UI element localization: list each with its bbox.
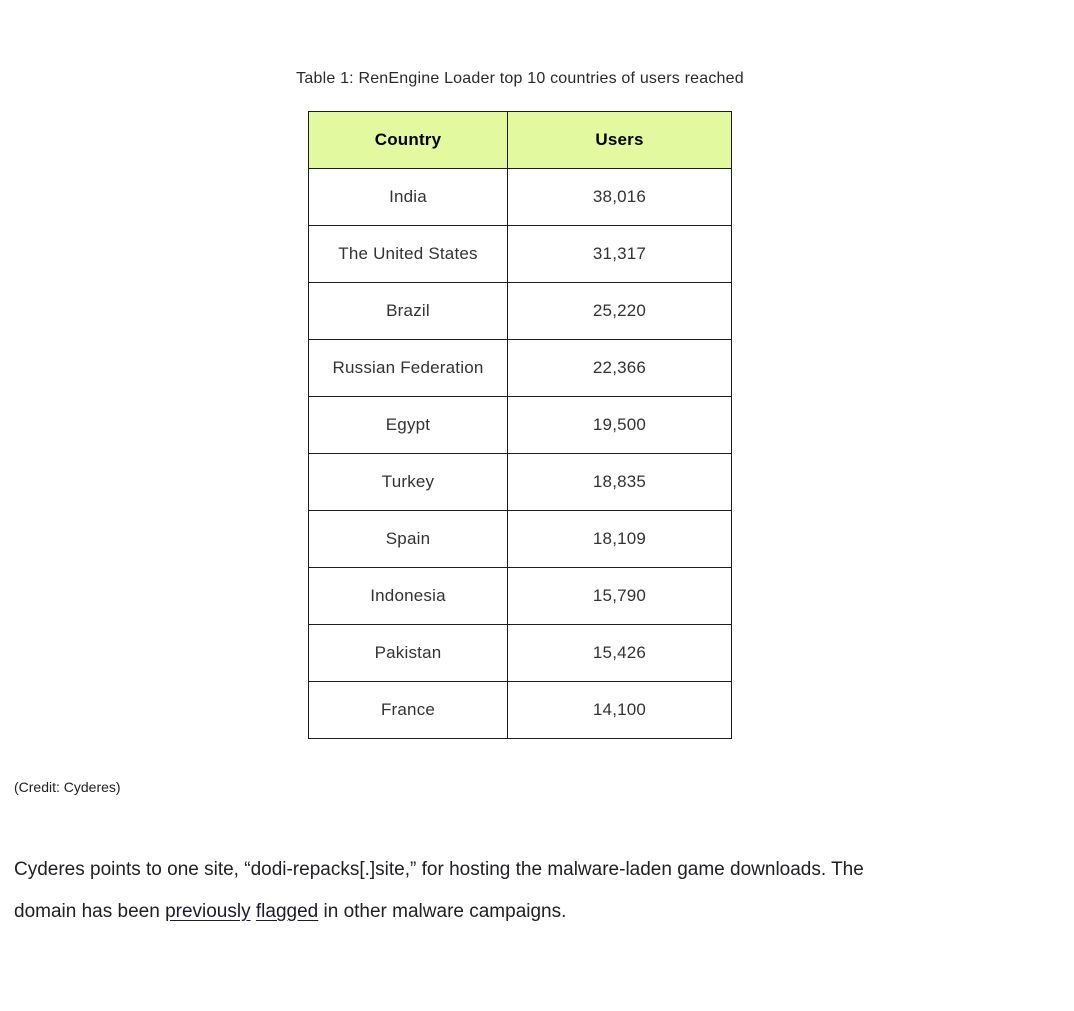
paragraph-text-1: Cyderes points to one site, “dodi-repacks[.]site,” for hosting the malware-laden game downloads. The (14, 859, 864, 880)
country-cell: Indonesia (309, 568, 508, 625)
column-header-country: Country (309, 112, 508, 169)
users-cell: 14,100 (508, 682, 732, 739)
link-flagged[interactable]: flagged (255, 901, 319, 922)
table-row (309, 169, 732, 226)
table-row (309, 568, 732, 625)
body-paragraph (14, 849, 1060, 933)
country-cell: France (309, 682, 508, 739)
country-cell: Turkey (309, 454, 508, 511)
country-cell: Russian Federation (309, 340, 508, 397)
users-cell: 22,366 (508, 340, 732, 397)
figure-caption: Table 1: RenEngine Loader top 10 countries of users reached (296, 70, 744, 87)
users-cell: 18,835 (508, 454, 732, 511)
table-row (309, 682, 732, 739)
users-cell: 15,790 (508, 568, 732, 625)
users-cell: 38,016 (508, 169, 732, 226)
table-row (309, 625, 732, 682)
column-header-users: Users (508, 112, 732, 169)
table-row (309, 397, 732, 454)
article-content (0, 69, 1074, 933)
credit-line: (Credit: Cyderes) (14, 779, 121, 795)
table-header-row (309, 112, 732, 169)
users-cell: 31,317 (508, 226, 732, 283)
country-cell: India (309, 169, 508, 226)
users-cell: 15,426 (508, 625, 732, 682)
country-cell: The United States (309, 226, 508, 283)
table-row (309, 511, 732, 568)
table-row (309, 454, 732, 511)
country-cell: Spain (309, 511, 508, 568)
country-cell: Pakistan (309, 625, 508, 682)
table-body (309, 169, 732, 739)
table-figure (296, 69, 744, 739)
table-row (309, 340, 732, 397)
users-cell: 25,220 (508, 283, 732, 340)
users-cell: 18,109 (508, 511, 732, 568)
countries-users-table (308, 111, 732, 739)
users-cell: 19,500 (508, 397, 732, 454)
country-cell: Brazil (309, 283, 508, 340)
country-cell: Egypt (309, 397, 508, 454)
paragraph-text-2: domain has been (14, 901, 166, 922)
paragraph-text-3: in other malware campaigns. (318, 901, 567, 922)
table-row (309, 226, 732, 283)
table-row (309, 283, 732, 340)
link-previously[interactable]: previously (165, 901, 251, 922)
